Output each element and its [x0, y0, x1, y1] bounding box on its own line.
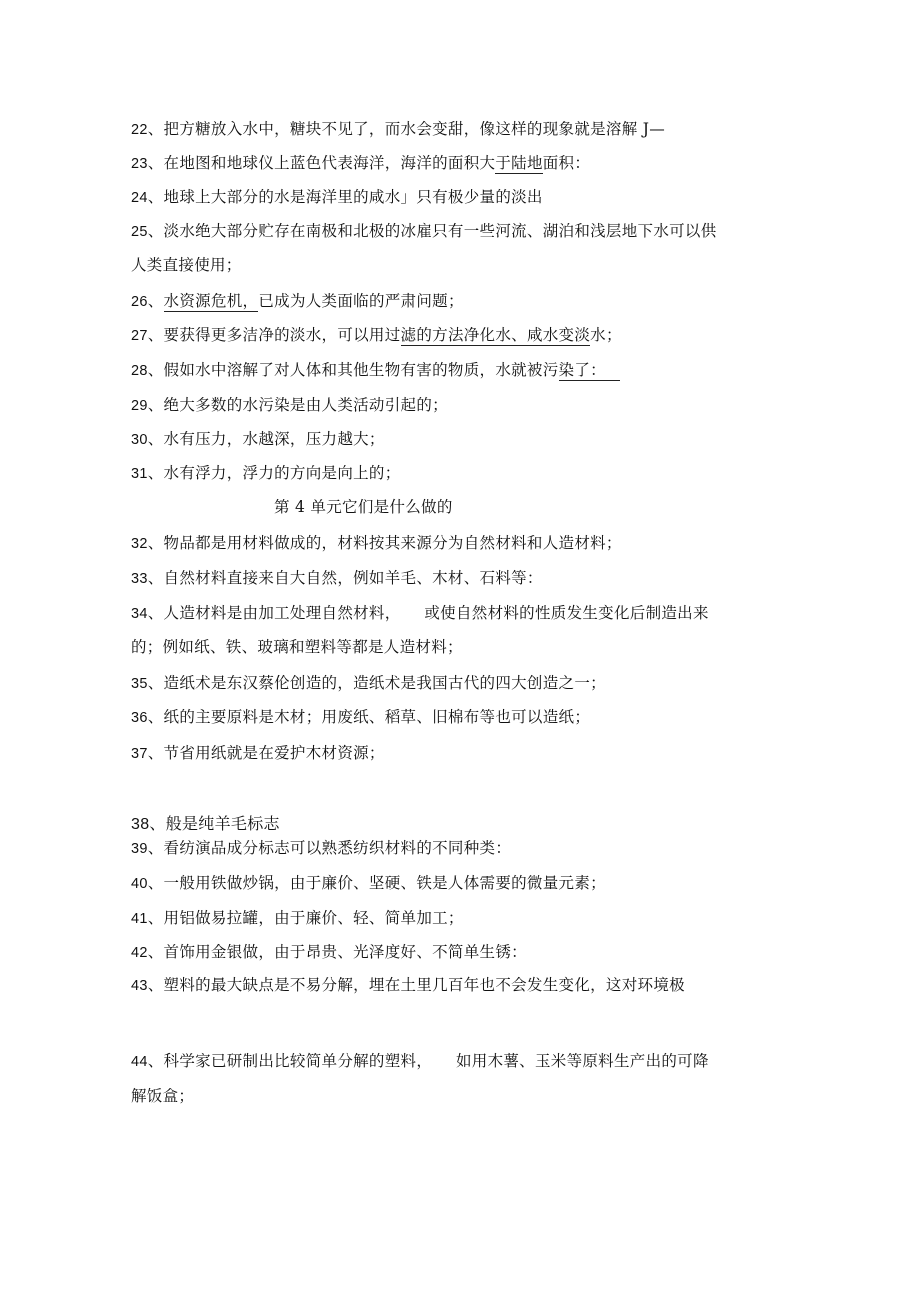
list-item-continuation: 的；例如纸、铁、玻璃和塑料等都是人造材料；	[131, 638, 463, 656]
section-title: 第 4 单元它们是什么做的	[274, 498, 453, 516]
list-item: 32、物品都是用材料做成的，材料按其来源分为自然材料和人造材料；	[131, 534, 622, 552]
list-item: 22、把方糖放入水中，糖块不见了，而水会变甜，像这样的现象就是溶解 J—	[131, 120, 666, 138]
list-item: 43、塑料的最大缺点是不易分解，埋在土里几百年也不会发生变化，这对环境极	[131, 976, 685, 994]
list-item: 33、自然材料直接来自大自然，例如羊毛、木材、石料等：	[131, 569, 543, 587]
list-item: 30、水有压力，水越深，压力越大；	[131, 430, 385, 448]
list-item: 40、一般用铁做炒锅，由于廉价、坚硬、铁是人体需要的微量元素；	[131, 874, 606, 892]
list-item: 41、用铝做易拉罐，由于廉价、轻、简单加工；	[131, 909, 464, 927]
list-item: 42、首饰用金银做，由于昂贵、光泽度好、不简单生锈：	[131, 943, 527, 961]
list-item: 24、地球上大部分的水是海洋里的咸水」只有极少量的淡出	[131, 188, 543, 206]
list-item: 38、般是纯羊毛标志	[131, 814, 280, 833]
list-item: 36、纸的主要原料是木材；用废纸、稻草、旧棉布等也可以造纸；	[131, 708, 591, 726]
list-item: 29、绝大多数的水污染是由人类活动引起的；	[131, 396, 448, 414]
list-item-continuation: 人类直接使用；	[131, 256, 242, 274]
list-item: 26、水资源危机，已成为人类面临的严肃问题；	[131, 292, 464, 310]
list-item: 39、看纺演品成分标志可以熟悉纺织材料的不同种类：	[131, 839, 512, 857]
list-item: 27、要获得更多洁净的淡水，可以用过滤的方法净化水、咸水变淡水；	[131, 326, 622, 344]
list-item: 44、科学家已研制出比较简单分解的塑料， 如用木薯、玉米等原料生产出的可降	[131, 1052, 709, 1070]
list-item: 35、造纸术是东汉蔡伦创造的，造纸术是我国古代的四大创造之一；	[131, 674, 606, 692]
list-item-continuation: 解饭盒；	[131, 1087, 195, 1105]
list-item: 31、水有浮力，浮力的方向是向上的；	[131, 464, 401, 482]
list-item: 28、假如水中溶解了对人体和其他生物有害的物质，水就被污染了：	[131, 360, 620, 381]
list-item: 34、人造材料是由加工处理自然材料， 或使自然材料的性质发生变化后制造出来	[131, 604, 709, 622]
list-item: 23、在地图和地球仪上蓝色代表海洋，海洋的面积大于陆地面积：	[131, 154, 591, 172]
list-item: 25、淡水绝大部分贮存在南极和北极的冰雇只有一些河流、湖泊和浅层地下水可以供	[131, 222, 717, 240]
list-item: 37、节省用纸就是在爱护木材资源；	[131, 744, 385, 762]
